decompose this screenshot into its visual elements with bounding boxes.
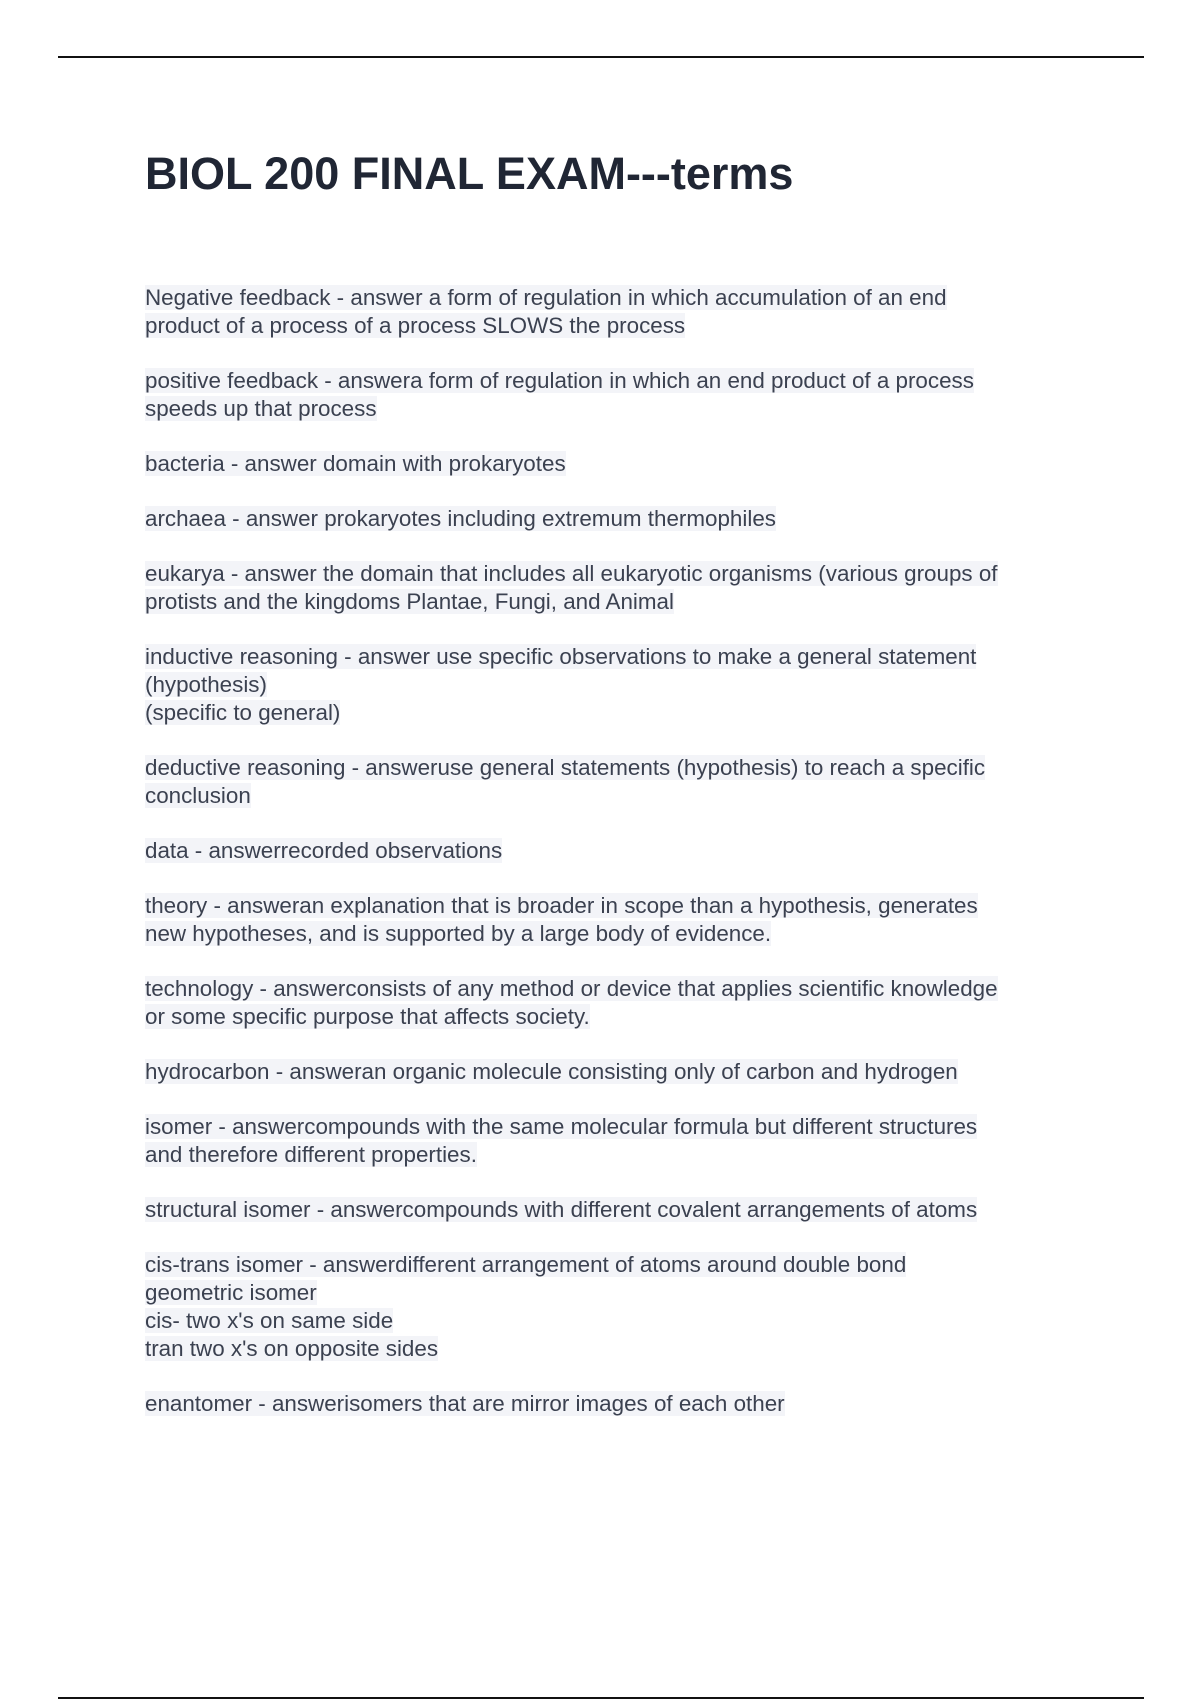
term-line xyxy=(145,671,1075,699)
term-entry xyxy=(145,1113,1075,1169)
top-rule xyxy=(58,56,1144,58)
term-line-text: speeds up that process xyxy=(145,396,377,421)
term-line-text: conclusion xyxy=(145,783,251,808)
term-entry xyxy=(145,1196,1075,1224)
term-line xyxy=(145,1279,1075,1307)
term-line-text: positive feedback - answera form of regulation in which an end product of a process xyxy=(145,368,974,393)
term-entry xyxy=(145,643,1075,727)
term-line-text: Negative feedback - answer a form of regulation in which accumulation of an end xyxy=(145,285,947,310)
term-entry xyxy=(145,837,1075,865)
term-line xyxy=(145,505,1075,533)
term-line-text: data - answerrecorded observations xyxy=(145,838,503,863)
term-line xyxy=(145,1307,1075,1335)
term-line-text: archaea - answer prokaryotes including extremum thermophiles xyxy=(145,506,776,531)
term-entry xyxy=(145,450,1075,478)
term-line-text: inductive reasoning - answer use specific observations to make a general statement xyxy=(145,644,977,669)
term-line xyxy=(145,367,1075,395)
term-line xyxy=(145,1141,1075,1169)
term-line xyxy=(145,395,1075,423)
term-line xyxy=(145,892,1075,920)
term-entry xyxy=(145,284,1075,340)
term-line-text: geometric isomer xyxy=(145,1280,317,1305)
term-line xyxy=(145,975,1075,1003)
term-line-text: structural isomer - answercompounds with different covalent arrangements of atoms xyxy=(145,1197,978,1222)
term-line xyxy=(145,588,1075,616)
term-line xyxy=(145,754,1075,782)
term-line-text: technology - answerconsists of any method or device that applies scientific knowledge xyxy=(145,976,998,1001)
term-line-text: theory - answeran explanation that is broader in scope than a hypothesis, generates xyxy=(145,893,978,918)
term-line-text: isomer - answercompounds with the same molecular formula but different structures xyxy=(145,1114,978,1139)
term-line xyxy=(145,1058,1075,1086)
term-line-text: (specific to general) xyxy=(145,700,341,725)
term-line xyxy=(145,1390,1075,1418)
term-entry xyxy=(145,505,1075,533)
term-line xyxy=(145,312,1075,340)
term-line xyxy=(145,1335,1075,1363)
term-line xyxy=(145,450,1075,478)
terms-list xyxy=(145,284,1075,1445)
term-line-text: bacteria - answer domain with prokaryotes xyxy=(145,451,566,476)
term-line xyxy=(145,837,1075,865)
term-line-text: new hypotheses, and is supported by a large body of evidence. xyxy=(145,921,772,946)
term-entry xyxy=(145,975,1075,1031)
term-line-text: protists and the kingdoms Plantae, Fungi, and Animal xyxy=(145,589,674,614)
term-line-text: enantomer - answerisomers that are mirror images of each other xyxy=(145,1391,785,1416)
term-line-text: tran two x's on opposite sides xyxy=(145,1336,439,1361)
term-entry xyxy=(145,1058,1075,1086)
term-line xyxy=(145,920,1075,948)
term-entry xyxy=(145,367,1075,423)
term-line-text: cis-trans isomer - answerdifferent arrangement of atoms around double bond xyxy=(145,1252,907,1277)
term-line-text: hydrocarbon - answeran organic molecule consisting only of carbon and hydrogen xyxy=(145,1059,958,1084)
term-line-text: and therefore different properties. xyxy=(145,1142,477,1167)
term-entry xyxy=(145,1390,1075,1418)
term-entry xyxy=(145,1251,1075,1363)
term-line-text: or some specific purpose that affects society. xyxy=(145,1004,590,1029)
term-entry xyxy=(145,560,1075,616)
term-line-text: product of a process of a process SLOWS the process xyxy=(145,313,686,338)
term-entry xyxy=(145,754,1075,810)
term-line xyxy=(145,782,1075,810)
bottom-rule xyxy=(58,1697,1144,1699)
page-title: BIOL 200 FINAL EXAM---terms xyxy=(145,148,794,199)
term-line xyxy=(145,560,1075,588)
term-line xyxy=(145,1113,1075,1141)
term-line xyxy=(145,1003,1075,1031)
term-line-text: eukarya - answer the domain that includes all eukaryotic organisms (various groups of xyxy=(145,561,998,586)
term-line xyxy=(145,284,1075,312)
term-line xyxy=(145,699,1075,727)
term-line xyxy=(145,643,1075,671)
term-line-text: cis- two x's on same side xyxy=(145,1308,394,1333)
term-line xyxy=(145,1196,1075,1224)
term-line xyxy=(145,1251,1075,1279)
term-line-text: (hypothesis) xyxy=(145,672,267,697)
term-line-text: deductive reasoning - answeruse general statements (hypothesis) to reach a specific xyxy=(145,755,986,780)
term-entry xyxy=(145,892,1075,948)
